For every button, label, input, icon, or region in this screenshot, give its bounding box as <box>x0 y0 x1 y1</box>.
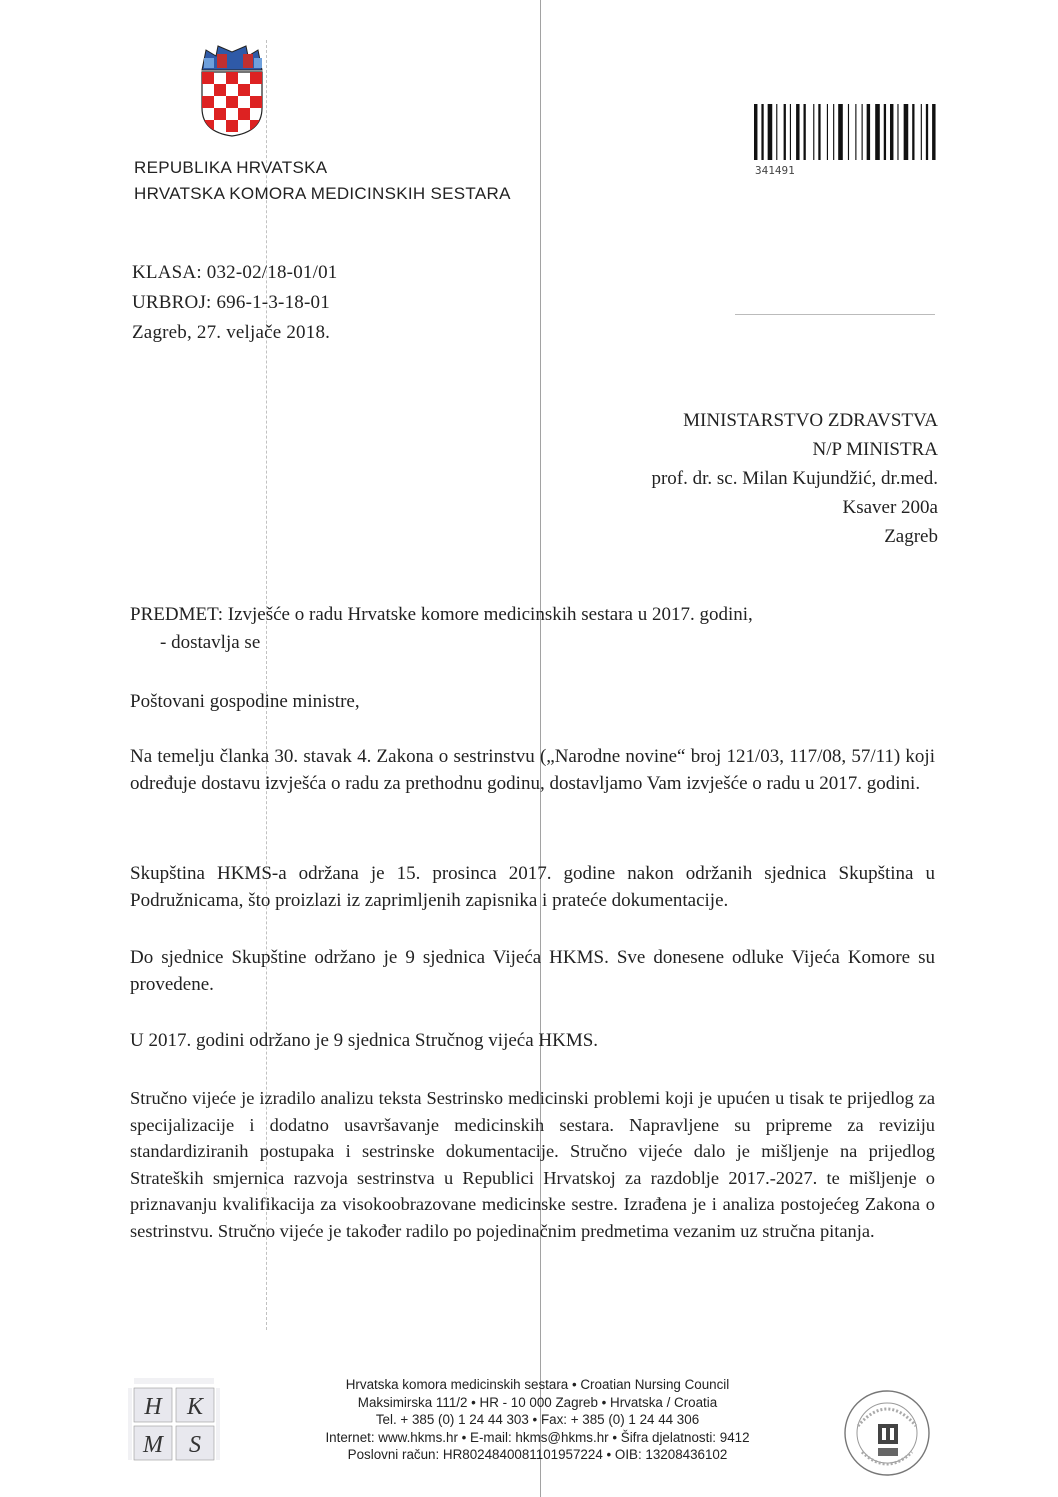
barcode-icon <box>752 102 982 162</box>
org-name-line2: HRVATSKA KOMORA MEDICINSKIH SESTARA <box>134 184 511 203</box>
logo-letter-m: M <box>143 1432 163 1458</box>
logo-letter-h: H <box>144 1394 162 1420</box>
org-name-line1: REPUBLIKA HRVATSKA <box>134 158 328 177</box>
subject-line: PREDMET: Izvješće o radu Hrvatske komore medicinskih sestara u 2017. godini, <box>130 604 753 625</box>
faint-margin-line <box>735 314 935 315</box>
croatian-coat-of-arms-icon <box>196 40 268 138</box>
footer-line4: Internet: www.hkms.hr • E-mail: hkms@hkms.hr • Šifra djelatnosti: 9412 <box>325 1429 750 1445</box>
paragraph-1: Na temelju članka 30. stavak 4. Zakona o sestrinstvu („Narodne novine“ broj 121/03, 117/08, 57/11) koji određuje dostavu izvješća o radu za prethodnu godinu, dostavljamo Vam izvješće o radu u 2017. godini. <box>130 746 935 794</box>
recipient-line4: Ksaver 200a <box>842 497 938 518</box>
klasa-line: KLASA: 032-02/18-01/01 <box>132 262 338 283</box>
footer-line1: Hrvatska komora medicinskih sestara • Croatian Nursing Council <box>345 1377 730 1392</box>
quality-certification-seal-icon <box>840 1386 934 1480</box>
paragraph-2: Skupština HKMS-a održana je 15. prosinca 2017. godine nakon održanih sjednica Skupština u Podružnicama, što proizlazi iz zaprimljenih zapisnika i prateće dokumentacije. <box>130 863 935 911</box>
date-line: Zagreb, 27. veljače 2018. <box>132 322 331 343</box>
paragraph-3: Do sjednice Skupštine održano je 9 sjednica Vijeća HKMS. Sve donesene odluke Vijeća Komore su provedene. <box>130 947 935 995</box>
recipient-line2: N/P MINISTRA <box>812 439 938 460</box>
recipient-line1: MINISTARSTVO ZDRAVSTVA <box>683 410 938 431</box>
recipient-line5: Zagreb <box>884 526 938 547</box>
barcode-number: 341491 <box>755 164 795 177</box>
recipient-line3: prof. dr. sc. Milan Kujundžić, dr.med. <box>651 468 938 489</box>
subject-dash-line: - dostavlja se <box>160 632 261 653</box>
footer-contact <box>265 1376 810 1464</box>
paragraph-5: Stručno vijeće je izradilo analizu teksta Sestrinsko medicinski problemi koji je upućen u tisak te prijedlog za specijalizacije i dodatno usavršavanje medicinskih sestara. Napravljene su pripreme za reviziju standardiziranih postupaka i sestrinske dokumentacije. Stručno vijeće dalo je mišljenje na prijedlog Strateških smjernica razvoja sestrinstva u Republici Hrvatskoj za razdoblje 2017.-2027. te mišljenje o priznavanju kvalifikacija za visokoobrazovane medicinske sestre. Izrađena je i analiza postojećeg Zakona o sestrinstvu. Stručno vijeće je također radilo po pojedinačnim predmetima vezanim uz stručna pitanja. <box>130 1088 935 1241</box>
footer-line5: Poslovni račun: HR8024840081101957224 • OIB: 13208436102 <box>347 1447 728 1463</box>
logo-letter-k: K <box>186 1394 204 1420</box>
hkms-logo-icon <box>128 1374 220 1470</box>
footer-line3: Tel. + 385 (0) 1 24 44 303 • Fax: + 385 (0) 1 24 44 306 <box>375 1412 700 1428</box>
logo-letter-s: S <box>189 1432 201 1458</box>
urbroj-line: URBROJ: 696-1-3-18-01 <box>132 292 330 313</box>
greeting: Poštovani gospodine ministre, <box>130 691 360 712</box>
footer-line2: Maksimirska 111/2 • HR - 10 000 Zagreb • Hrvatska / Croatia <box>357 1394 718 1410</box>
paragraph-4: U 2017. godini održano je 9 sjednica Stručnog vijeća HKMS. <box>130 1030 599 1051</box>
